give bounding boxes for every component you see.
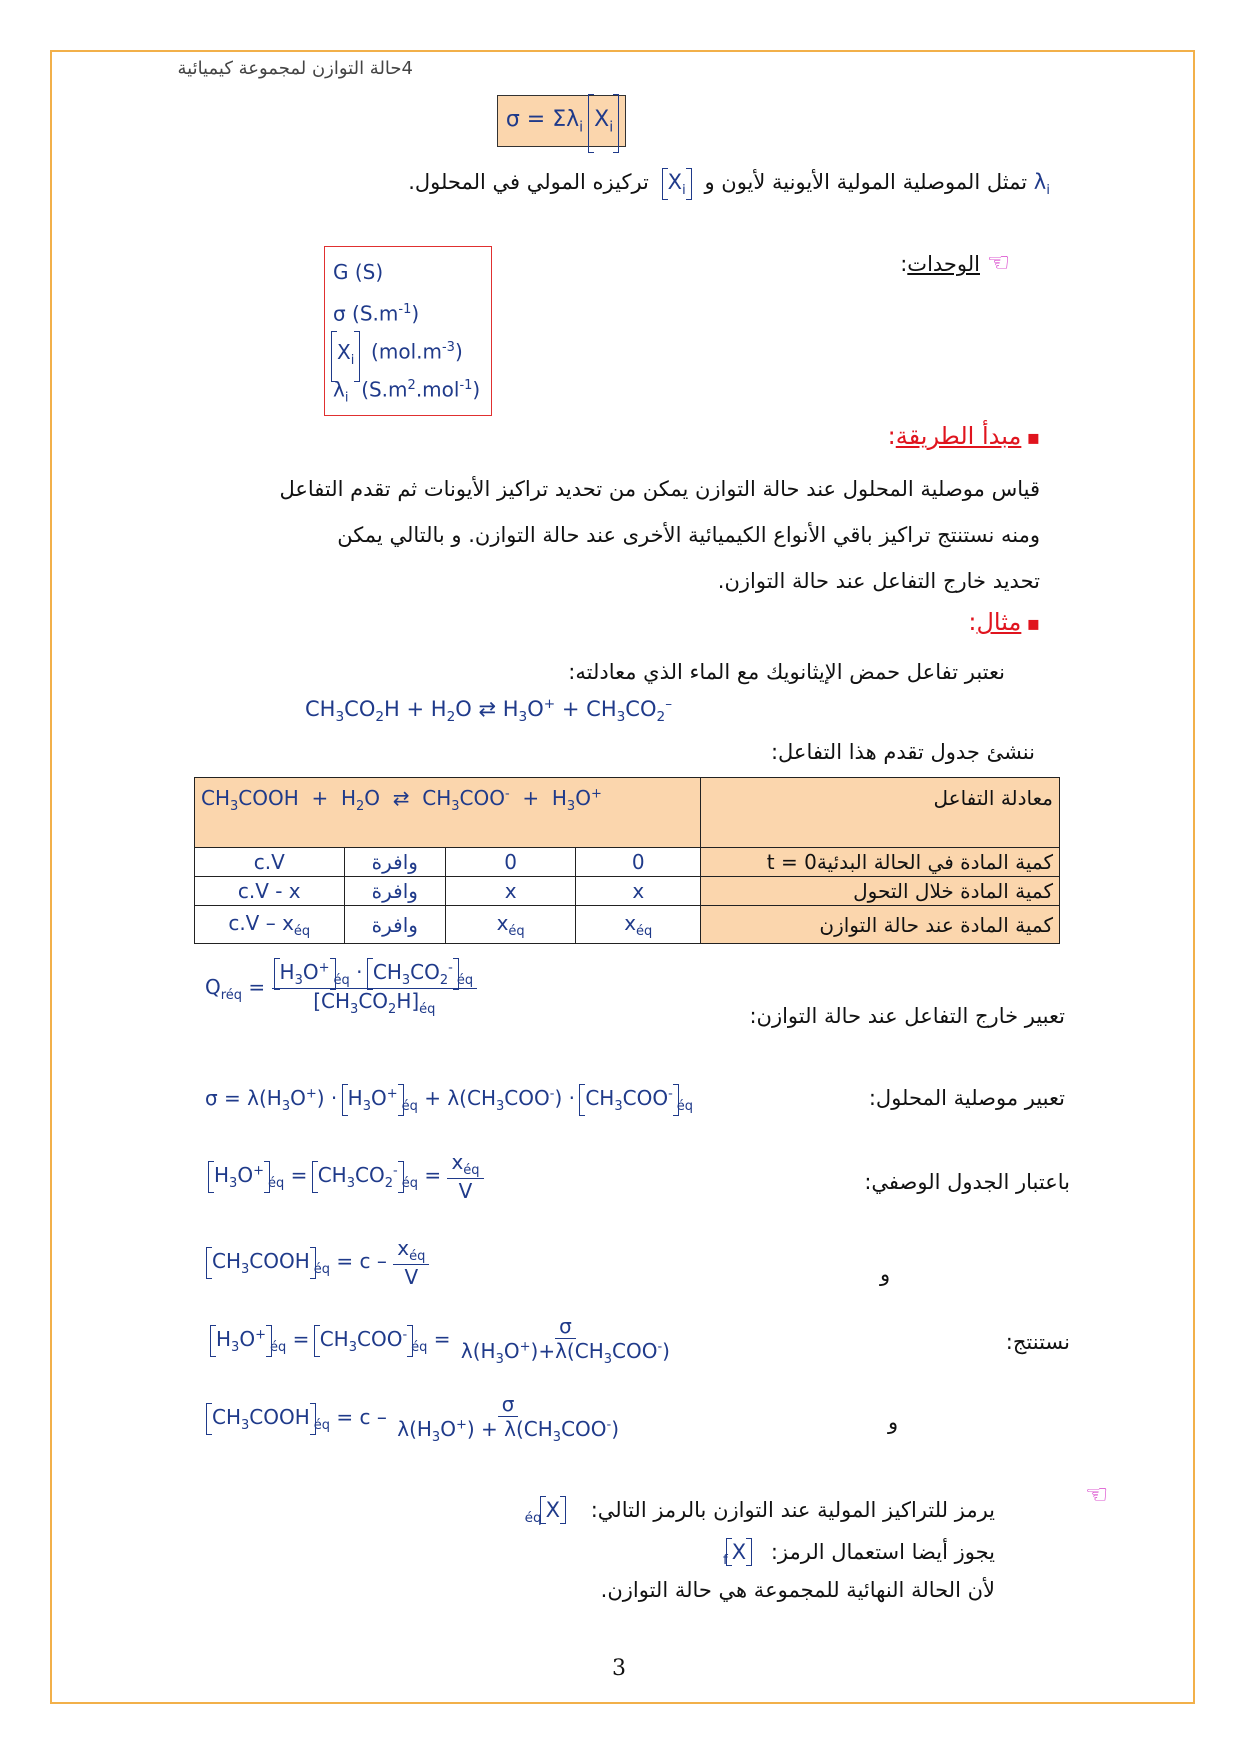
principle-text: قياس موصلية المحلول عند حالة التوازن يمكن من تحديد تراكيز الأيونات ثم تقدم التفاعل ومنه نستنتج تراكيز باقي الأنواع الكيميائية الأخرى عند حالة التوازن. و بالتالي يمكن تحديد خارج التفاعل عند حالة التوازن. [279, 477, 1040, 593]
sigma-label: تعبير موصلية المحلول: [868, 1086, 1065, 1110]
table-based-label: باعتبار الجدول الوصفي: [864, 1170, 1070, 1194]
example-intro: نعتبر تفاعل حمض الإيثانويك مع الماء الذي معادلته: [568, 660, 1005, 684]
table-header-label: معادلة التفاعل [701, 778, 1060, 848]
example-heading: ▪ مثال: [968, 608, 1040, 636]
pointing-hand-icon: ☜ [1085, 1480, 1109, 1510]
units-heading: ☜ الوحدات: [900, 248, 1010, 278]
table-intro: ننشئ جدول تقدم هذا التفاعل: [770, 740, 1035, 764]
unit-sigma: σ $(S.m^{-1})$ [333, 301, 420, 326]
and-label-2: و [888, 1410, 899, 1434]
deduced-ions: $H_3O^+_{éq} = CH_3COO^-_{éq}$ = $\frac{\sigma}{\lambda(H_3O^+)+\lambda(CH_3COO^-)}$ [212, 1314, 674, 1367]
and-label-1: و [880, 1262, 891, 1286]
sigma-formula: $\sigma = \Sigma\lambda_i$ $X_i$ [497, 95, 626, 147]
table-row: c.V وافرة 0 0 كمية المادة في الحالة البدئية0 = t [195, 848, 1060, 877]
principle-heading: ▪ مبدأ الطريقة: [887, 422, 1040, 450]
deduce-label: نستنتج: [1005, 1330, 1070, 1354]
unit-G: G (S) [333, 260, 384, 284]
table-equation: $CH_3COOH + H_2O$ ⇄ $CH_3COO^- + H_3O^+$ [195, 778, 701, 848]
reaction-equation: $CH_3CO_2H + H_2O$ ⇄ $H_3O^+ + CH_3CO_2^-$ [305, 696, 673, 726]
page-header: 4حالة التوازن لمجموعة كيميائية [177, 58, 413, 79]
note-line-3: لأن الحالة النهائية للمجموعة هي حالة التوازن. [600, 1578, 995, 1602]
units-box [324, 246, 492, 416]
table-row: c.V - x وافرة x x كمية المادة خلال التحول [195, 877, 1060, 906]
page-number: 3 [612, 1656, 626, 1681]
q-formula: $Q_{réq}$ = $\frac{H_3O^+_{éq} \cdot CH_3CO_2^-_{éq}}{[CH_3CO_2H]_{éq}}$ [205, 960, 477, 1017]
unit-lambda: $\lambda_i$ $(S.m^2.mol^{-1})$ [333, 377, 481, 406]
lambda-definition: $\lambda_i$ تمثل الموصلية المولية الأيونية لأيون و $X_i$ تركيزه المولي في المحلول. [408, 170, 1050, 199]
note-line-2: يجوز أيضا استعمال الرمز: $X_f$ [722, 1540, 995, 1569]
concentration-acid: $CH_3COOH$ $_{éq}$ = c – $\frac{x_{éq}}{V}$ [208, 1236, 429, 1289]
table-row: $c.V - x_{éq}$ وافرة $x_{éq}$ $x_{éq}$ كمية المادة عند حالة التوازن [195, 906, 1060, 944]
progress-table [194, 777, 1060, 944]
pointing-hand-icon: ☜ [986, 248, 1010, 278]
deduced-acid: $CH_3COOH$ $_{éq}$ = c – $\frac{\sigma}{\lambda(H_3O^+) + \lambda(CH_3COO^-)}$ [208, 1392, 623, 1445]
note-line-1: يرمز للتراكيز المولية عند التوازن بالرمز التالي: $X_{éq}$ [524, 1498, 995, 1527]
unit-concentration: $X_i$ $(mol.m^{-3})$ [333, 329, 483, 367]
q-label: تعبير خارج التفاعل عند حالة التوازن: [749, 1004, 1065, 1028]
sigma-expression: $\sigma = \lambda(H_3O^+) \cdot H_3O^+_{éq} + \lambda(CH_3COO^-) \cdot CH_3COO^-_{éq}$ [205, 1086, 694, 1114]
concentration-ions: $H_3O^+_{éq} = CH_3CO_2^-_{éq}$ = $\frac{x_{éq}}{V}$ [210, 1150, 484, 1203]
